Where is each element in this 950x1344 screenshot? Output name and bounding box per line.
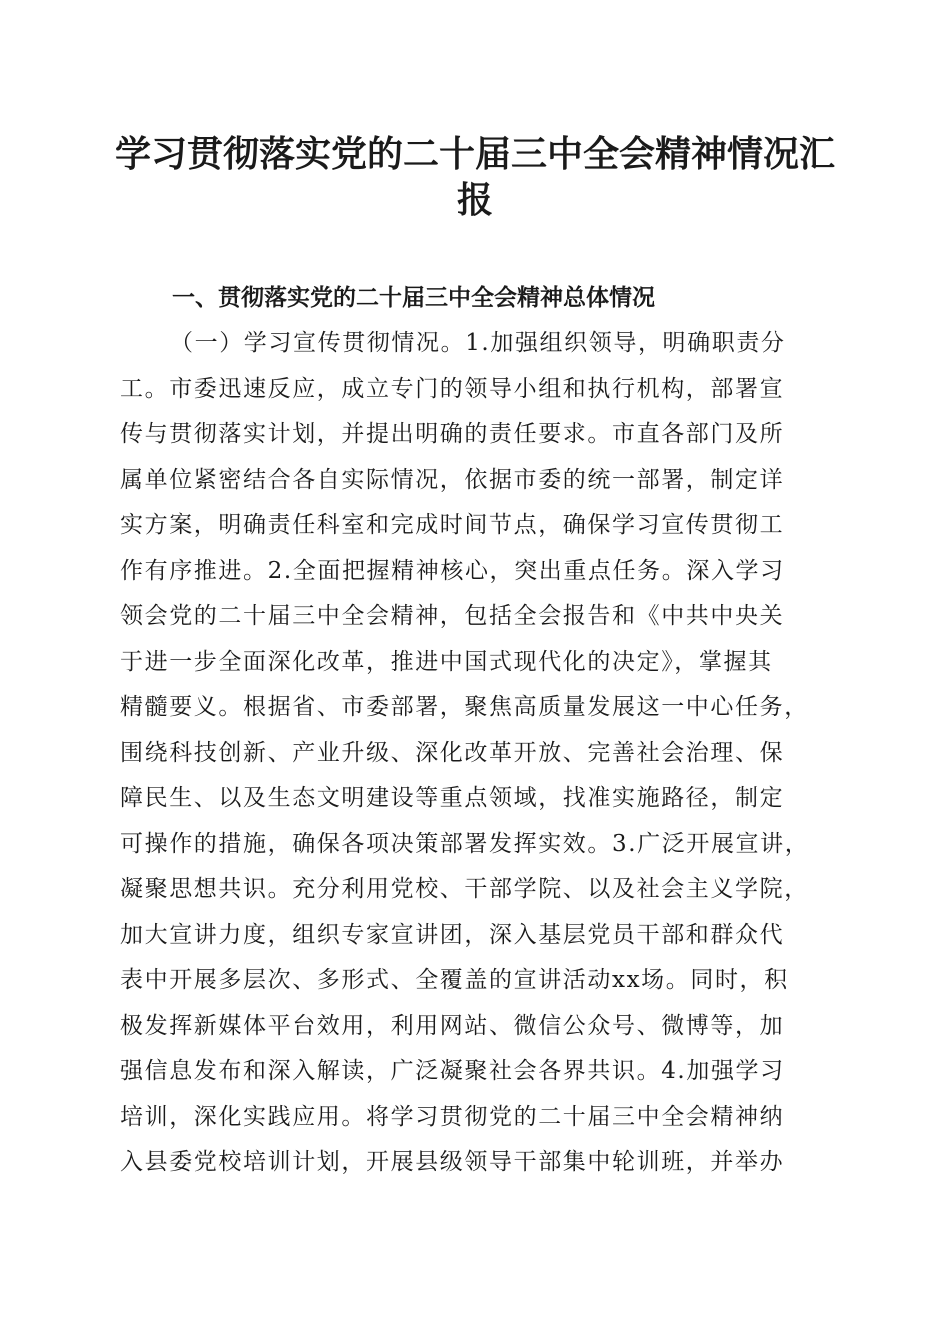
paragraph-line: 领会党的二十届三中全会精神，包括全会报告和《中共中央关 [120,603,785,629]
paragraph-line: 作有序推进。2.全面把握精神核心，突出重点任务。深入学习 [120,557,785,584]
paragraph-line: （一）学习宣传贯彻情况。1.加强组织领导，明确职责分 [170,330,786,356]
paragraph-line: 于进一步全面深化改革，推进中国式现代化的决定》，掌握其 [120,648,773,675]
paragraph-line: 强信息发布和深入解读，广泛凝聚社会各界共识。4.加强学习 [120,1058,785,1084]
paragraph-line: 精髓要义。根据省、市委部署，聚焦高质量发展这一中心任务， [120,694,809,720]
paragraph-line: 培训，深化实践应用。将学习贯彻党的二十届三中全会精神纳 [120,1103,785,1130]
paragraph-line: 实方案，明确责任科室和完成时间节点，确保学习宣传贯彻工 [120,512,785,538]
body-paragraph [120,321,840,1186]
paragraph-line: 可操作的措施，确保各项决策部署发挥实效。3.广泛开展宣讲， [120,830,810,857]
paragraph-line: 加大宣讲力度，组织专家宣讲团，深入基层党员干部和群众代 [120,921,785,948]
paragraph-line: 入县委党校培训计划，开展县级领导干部集中轮训班，并举办 [120,1149,785,1175]
paragraph-line: 工。市委迅速反应，成立专门的领导小组和执行机构，部署宣 [120,375,785,402]
title-line: 学习贯彻落实党的二十届三中全会精神情况汇 [114,133,835,175]
document-title [100,131,850,223]
paragraph-line: 围绕科技创新、产业升级、深化改革开放、完善社会治理、保 [120,739,785,766]
paragraph-line: 障民生、以及生态文明建设等重点领域，找准实施路径，制定 [120,785,785,811]
paragraph-line: 凝聚思想共识。充分利用党校、干部学院、以及社会主义学院， [120,876,809,902]
title-line: 报 [456,179,493,221]
section-heading: 一、贯彻落实党的二十届三中全会精神总体情况 [172,285,655,311]
paragraph-line: 极发挥新媒体平台效用，利用网站、微信公众号、微博等，加 [120,1012,785,1039]
paragraph-line: 传与贯彻落实计划，并提出明确的责任要求。市直各部门及所 [120,421,785,447]
paragraph-line: 表中开展多层次、多形式、全覆盖的宣讲活动xx场。同时，积 [120,967,789,993]
paragraph-line: 属单位紧密结合各自实际情况，依据市委的统一部署，制定详 [120,466,785,493]
